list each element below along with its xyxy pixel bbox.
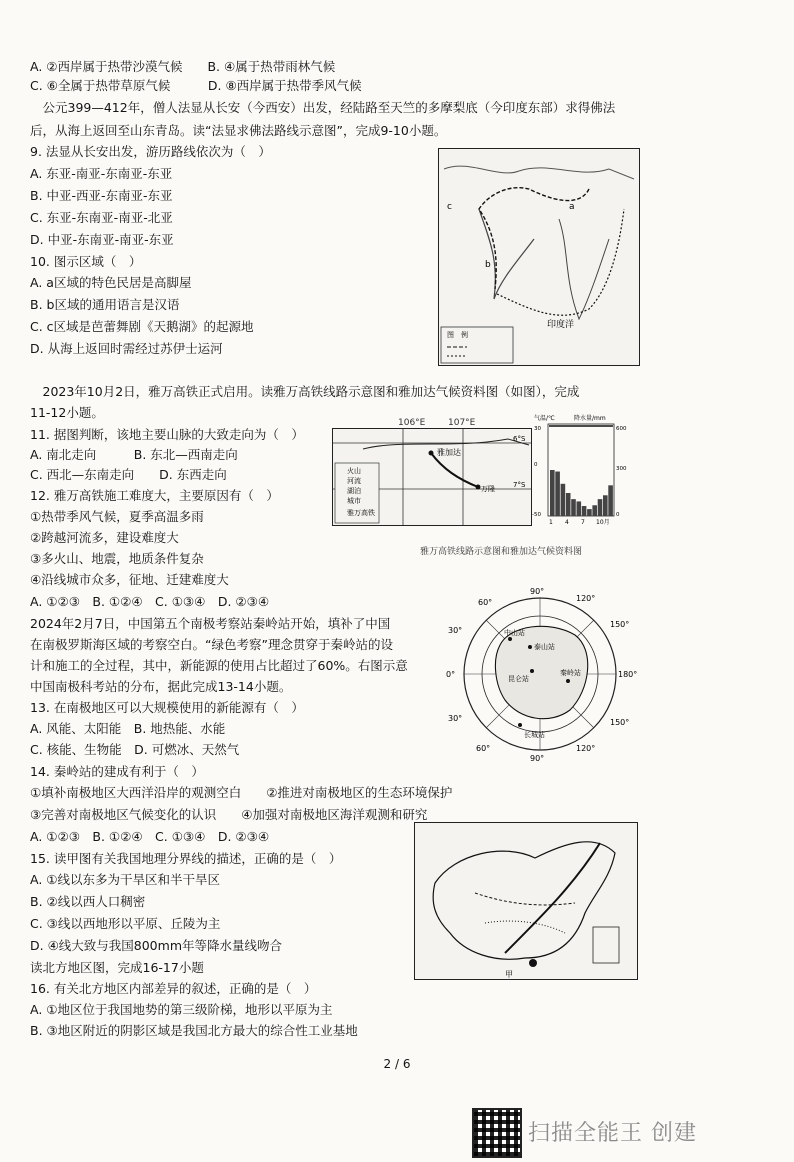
question-13: 13. 在南极地区可以大规模使用的新能源有（ ） [30, 700, 304, 715]
option-line: A. 南北走向 B. 东北—西南走向 [30, 447, 238, 462]
city-dot [476, 485, 481, 490]
precip-bar [603, 495, 608, 516]
degree-label: 90° [530, 754, 545, 763]
degree-label: 120° [576, 594, 596, 603]
precip-bar [587, 509, 592, 516]
option-line: C. 东亚-东南亚-南亚-北亚 [30, 210, 173, 225]
option-line: A. 风能、太阳能 B. 地热能、水能 [30, 721, 226, 736]
question-14: 14. 秦岭站的建成有利于（ ） [30, 764, 204, 779]
option-line: A. ①线以东多为干旱区和半干旱区 [30, 872, 220, 887]
legend-item: 火山 [347, 467, 361, 475]
station-dot [518, 723, 522, 727]
degree-label: 150° [610, 718, 630, 727]
month-tick: 7 [581, 519, 585, 526]
page-number: 2 / 6 [383, 1057, 411, 1071]
right-tick: 0 [616, 512, 620, 518]
option-line: A. ①地区位于我国地势的第三级阶梯，地形以平原为主 [30, 1002, 333, 1017]
passage-text: 2024年2月7日，中国第五个南极考察站秦岭站开始，填补了中国 [30, 616, 391, 631]
precip-bar [582, 506, 587, 516]
longitude-label: 106°E [398, 418, 426, 428]
jakarta-bandung-map [332, 428, 532, 526]
region-mark-c: c [447, 202, 452, 212]
option-line: C. ③线以西地形以平原、丘陵为主 [30, 916, 221, 931]
legend-item: 河流 [347, 477, 361, 485]
option-line: ③多火山、地震，地质条件复杂 [30, 551, 204, 566]
qr-code-icon [472, 1108, 522, 1158]
right-tick: 600 [616, 426, 627, 432]
degree-label: 30° [448, 714, 463, 723]
degree-label: 150° [610, 620, 630, 629]
month-tick: 4 [565, 519, 569, 526]
option-line: C. c区域是芭蕾舞剧《天鹅湖》的起源地 [30, 319, 254, 334]
polar-map-svg [440, 585, 640, 763]
legend-item: 湖泊 [347, 487, 361, 495]
station-dot [530, 669, 534, 673]
station-label: 中山站 [504, 629, 525, 637]
passage-text: 读北方地区图，完成16-17小题 [30, 960, 204, 975]
route-map-svg [439, 149, 639, 365]
figure-label: 甲 [505, 970, 513, 979]
passage-text: 后，从海上返回至山东青岛。读“法显求佛法路线示意图”，完成9-10小题。 [30, 123, 447, 138]
station-label: 长城站 [524, 731, 545, 739]
month-tick: 10月 [596, 519, 610, 526]
option-line: C. 核能、生物能 D. 可燃冰、天然气 [30, 742, 240, 757]
option-line: A. ①②③ B. ①②④ C. ①③④ D. ②③④ [30, 594, 270, 609]
latitude-label: 7°S [513, 481, 526, 489]
left-tick: -50 [532, 512, 541, 518]
high-speed-rail-line [431, 453, 478, 487]
precip-bar [592, 505, 597, 516]
degree-label: 60° [478, 598, 493, 607]
passage-text: 2023年10月2日，雅万高铁正式启用。读雅万高铁线路示意图和雅加达气候资料图（如图），完成 [30, 384, 580, 399]
china-outline [433, 842, 615, 959]
question-9: 9. 法显从长安出发，游历路线依次为（ ） [30, 144, 271, 159]
figure-caption: 雅万高铁线路示意图和雅加达气候资料图 [420, 547, 583, 557]
china-map-svg [415, 823, 637, 979]
option-line: C. 西北—东南走向 D. 东西走向 [30, 467, 227, 482]
precip-bar [550, 470, 555, 516]
precip-bar [571, 499, 576, 516]
option-line: A. 东亚-南亚-东南亚-东亚 [30, 166, 173, 181]
legend-item: 城市 [347, 497, 361, 505]
inset-box [593, 927, 619, 963]
antarctic-station-map [440, 585, 640, 763]
option-line: B. b区域的通用语言是汉语 [30, 297, 180, 312]
left-tick: 0 [534, 462, 538, 468]
precip-bars [550, 470, 613, 516]
degree-label: 90° [530, 587, 545, 596]
station-label: 秦岭站 [560, 669, 581, 677]
degree-label: 180° [618, 670, 638, 679]
right-tick: 300 [616, 466, 627, 472]
sea-label: 印度洋 [547, 320, 575, 330]
station-dot [566, 679, 570, 683]
precip-bar [608, 485, 613, 516]
degree-label: 0° [446, 670, 456, 679]
scanner-watermark [472, 1108, 772, 1156]
option-line: ①热带季风气候，夏季高温多雨 [30, 509, 204, 524]
passage-text: 公元399—412年，僧人法显从长安（今西安）出发，经陆路至天竺的多摩梨底（今印度东部）求得佛法 [30, 100, 616, 115]
degree-label: 120° [576, 744, 596, 753]
degree-label: 60° [476, 744, 491, 753]
passage-text: 中国南极科考站的分布，据此完成13-14小题。 [30, 679, 292, 694]
question-15: 15. 读甲图有关我国地理分界线的描述，正确的是（ ） [30, 851, 342, 866]
option-line: B. ③地区附近的阴影区域是我国北方最大的综合性工业基地 [30, 1023, 358, 1038]
legend-title: 图 例 [447, 331, 468, 339]
option-line: D. ④线大致与我国800mm年等降水量线吻合 [30, 938, 282, 953]
region-mark-a: a [569, 202, 575, 212]
faxian-route-map [438, 148, 640, 366]
station-dot [508, 637, 512, 641]
region-mark-b: b [485, 260, 491, 270]
option-line: D. 从海上返回时需经过苏伊士运河 [30, 341, 223, 356]
city-label: 万隆 [481, 485, 495, 493]
precip-bar [566, 493, 571, 516]
jakarta-climate-chart [532, 410, 632, 528]
right-axis-label: 降水量/mm [574, 415, 606, 422]
china-boundary-map [414, 822, 638, 980]
precip-bar [561, 484, 566, 516]
station-label: 昆仑站 [508, 675, 529, 683]
question-10: 10. 图示区域（ ） [30, 254, 142, 269]
latitude-label: 6°S [513, 435, 526, 443]
left-axis-label: 气温/℃ [534, 415, 555, 422]
option-line: A. ①②③ B. ①②④ C. ①③④ D. ②③④ [30, 829, 270, 844]
question-11: 11. 据图判断，该地主要山脉的大致走向为（ ） [30, 427, 304, 442]
passage-text: 11-12小题。 [30, 405, 104, 420]
legend-item: 雅万高铁 [347, 509, 375, 517]
option-line: ③完善对南极地区气候变化的认识 ④加强对南极地区海洋观测和研究 [30, 807, 428, 822]
option-line: ④沿线城市众多，征地、迁建难度大 [30, 572, 229, 587]
station-dot [528, 645, 532, 649]
island-shape [529, 959, 537, 967]
option-line: A. a区域的特色民居是高脚屋 [30, 275, 192, 290]
city-label: 雅加达 [437, 448, 461, 457]
question-12: 12. 雅万高铁施工难度大，主要原因有（ ） [30, 488, 279, 503]
option-line: B. ②线以西人口稠密 [30, 894, 146, 909]
option-line: ①填补南极地区大西洋沿岸的观测空白 ②推进对南极地区的生态环境保护 [30, 785, 453, 800]
station-label: 泰山站 [534, 643, 555, 651]
month-tick: 1 [549, 519, 553, 526]
passage-text: 计和施工的全过程，其中，新能源的使用占比超过了60%。右图示意 [30, 658, 408, 673]
watermark-text: 扫描全能王 创建 [528, 1121, 697, 1146]
rail-map-svg [333, 429, 531, 525]
option-line: A. ②西岸属于热带沙漠气候 B. ④属于热带雨林气候 [30, 59, 336, 74]
left-tick: 30 [534, 426, 541, 432]
option-line: ②跨越河流多，建设难度大 [30, 530, 179, 545]
boundary-line [505, 843, 600, 953]
option-line: B. 中亚-西亚-东南亚-东亚 [30, 188, 173, 203]
precip-bar [577, 501, 582, 516]
option-line: D. 中亚-东南亚-南亚-东亚 [30, 232, 174, 247]
option-line: C. ⑥全属于热带草原气候 D. ⑧西岸属于热带季风气候 [30, 78, 362, 93]
coastline [444, 166, 634, 179]
question-16: 16. 有关北方地区内部差异的叙述，正确的是（ ） [30, 981, 317, 996]
city-dot [429, 451, 434, 456]
climate-chart-svg [532, 410, 632, 528]
coastline [559, 219, 609, 319]
passage-text: 在南极罗斯海区域的考察空白。“绿色考察”理念贯穿于秦岭站的设 [30, 637, 393, 652]
precip-bar [555, 472, 560, 516]
longitude-label: 107°E [448, 418, 476, 428]
degree-label: 30° [448, 626, 463, 635]
boundary-line [485, 921, 565, 933]
precip-bar [598, 499, 603, 516]
